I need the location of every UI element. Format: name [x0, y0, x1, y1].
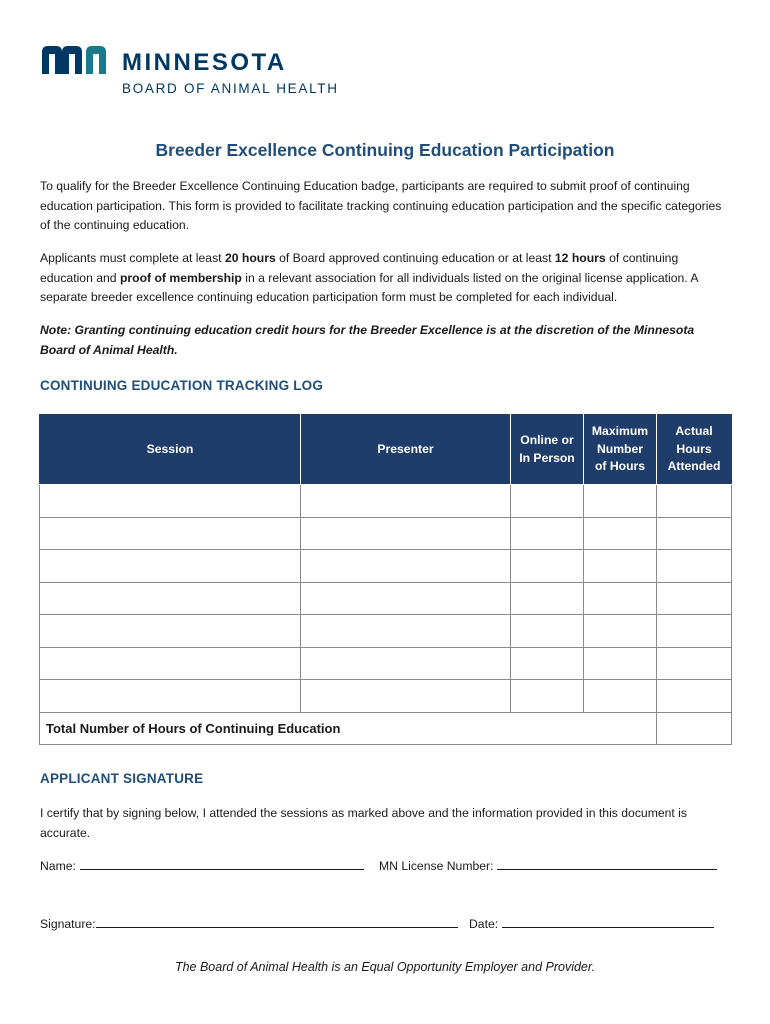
table-row	[40, 680, 732, 713]
max-hours-cell[interactable]	[584, 680, 657, 713]
presenter-cell[interactable]	[301, 582, 511, 615]
table-row	[40, 582, 732, 615]
session-cell[interactable]	[40, 647, 301, 680]
col-session: Session	[40, 415, 301, 485]
table-row	[40, 485, 732, 518]
name-field[interactable]	[80, 858, 364, 870]
max-hours-cell[interactable]	[584, 647, 657, 680]
actual-hours-cell[interactable]	[657, 615, 732, 648]
total-label: Total Number of Hours of Continuing Education	[40, 712, 657, 745]
max-hours-cell[interactable]	[584, 550, 657, 583]
logo-name: MINNESOTA	[122, 49, 287, 76]
presenter-cell[interactable]	[301, 647, 511, 680]
signature-label: Signature:	[40, 917, 96, 931]
table-row	[40, 550, 732, 583]
req-hours-20: 20 hours	[224, 251, 276, 265]
signature-field-row	[40, 916, 458, 932]
req-text-2: of Board approved continuing education or at least	[275, 251, 555, 265]
format-cell[interactable]	[511, 485, 584, 518]
note-paragraph: Note: Granting continuing education credit hours for the Breeder Excellence is at the discretion of the Minnesota Board of Animal Health.	[40, 323, 695, 357]
presenter-cell[interactable]	[301, 680, 511, 713]
max-hours-cell[interactable]	[584, 615, 657, 648]
format-cell[interactable]	[511, 550, 584, 583]
logo-subtitle: BOARD OF ANIMAL HEALTH	[122, 81, 339, 96]
total-hours-cell[interactable]	[657, 712, 732, 745]
req-hours-12: 12 hours	[554, 251, 606, 265]
tracking-log-table	[39, 414, 732, 745]
footer-statement: The Board of Animal Health is an Equal Opportunity Employer and Provider.	[174, 960, 596, 974]
name-field-row	[40, 858, 364, 874]
actual-hours-cell[interactable]	[657, 582, 732, 615]
max-hours-cell[interactable]	[584, 582, 657, 615]
session-cell[interactable]	[40, 485, 301, 518]
session-cell[interactable]	[40, 517, 301, 550]
license-field-row	[379, 858, 717, 874]
tracking-log-heading: CONTINUING EDUCATION TRACKING LOG	[40, 378, 324, 393]
req-text-3: of continuing education and	[40, 251, 679, 285]
table-row	[40, 517, 732, 550]
format-cell[interactable]	[511, 680, 584, 713]
date-field[interactable]	[502, 916, 714, 928]
actual-hours-cell[interactable]	[657, 680, 732, 713]
max-hours-cell[interactable]	[584, 485, 657, 518]
col-actual-hours: Actual Hours Attended	[657, 415, 732, 485]
table-header-row	[40, 415, 732, 485]
col-max-hours: Maximum Number of Hours	[584, 415, 657, 485]
session-cell[interactable]	[40, 680, 301, 713]
intro-paragraph: To qualify for the Breeder Excellence Continuing Education badge, participants are required to submit proof of continuing education participation. This form is provided to facilitate tracking continuing education participation and the specific categories of the continuing education.	[40, 179, 722, 232]
signature-field[interactable]	[96, 916, 458, 928]
license-number-field[interactable]	[497, 858, 717, 870]
page-title: Breeder Excellence Continuing Education Participation	[155, 140, 615, 160]
mn-logo-icon	[40, 44, 110, 74]
signature-heading: APPLICANT SIGNATURE	[40, 771, 204, 786]
format-cell[interactable]	[511, 647, 584, 680]
actual-hours-cell[interactable]	[657, 550, 732, 583]
req-text-1: Applicants must complete at least	[40, 251, 225, 265]
presenter-cell[interactable]	[301, 485, 511, 518]
board-logo	[40, 42, 370, 98]
session-cell[interactable]	[40, 550, 301, 583]
format-cell[interactable]	[511, 615, 584, 648]
presenter-cell[interactable]	[301, 550, 511, 583]
license-label: MN License Number:	[379, 859, 494, 873]
col-format: Online or In Person	[511, 415, 584, 485]
actual-hours-cell[interactable]	[657, 485, 732, 518]
format-cell[interactable]	[511, 517, 584, 550]
presenter-cell[interactable]	[301, 615, 511, 648]
req-text-4: in a relevant association for all individuals listed on the original license application. A separate breeder excellence continuing education participation form must be completed for each individual.	[40, 270, 698, 304]
certification-text: I certify that by signing below, I attended the sessions as marked above and the information provided in this document is accurate.	[40, 806, 687, 840]
table-row	[40, 647, 732, 680]
max-hours-cell[interactable]	[584, 517, 657, 550]
presenter-cell[interactable]	[301, 517, 511, 550]
table-row	[40, 615, 732, 648]
col-presenter: Presenter	[301, 415, 511, 485]
actual-hours-cell[interactable]	[657, 647, 732, 680]
req-membership: proof of membership	[119, 270, 242, 285]
date-field-row	[469, 916, 714, 932]
name-label: Name:	[40, 859, 76, 873]
total-row	[40, 712, 732, 745]
actual-hours-cell[interactable]	[657, 517, 732, 550]
session-cell[interactable]	[40, 582, 301, 615]
requirements-paragraph	[40, 249, 732, 308]
session-cell[interactable]	[40, 615, 301, 648]
date-label: Date:	[469, 917, 499, 931]
format-cell[interactable]	[511, 582, 584, 615]
